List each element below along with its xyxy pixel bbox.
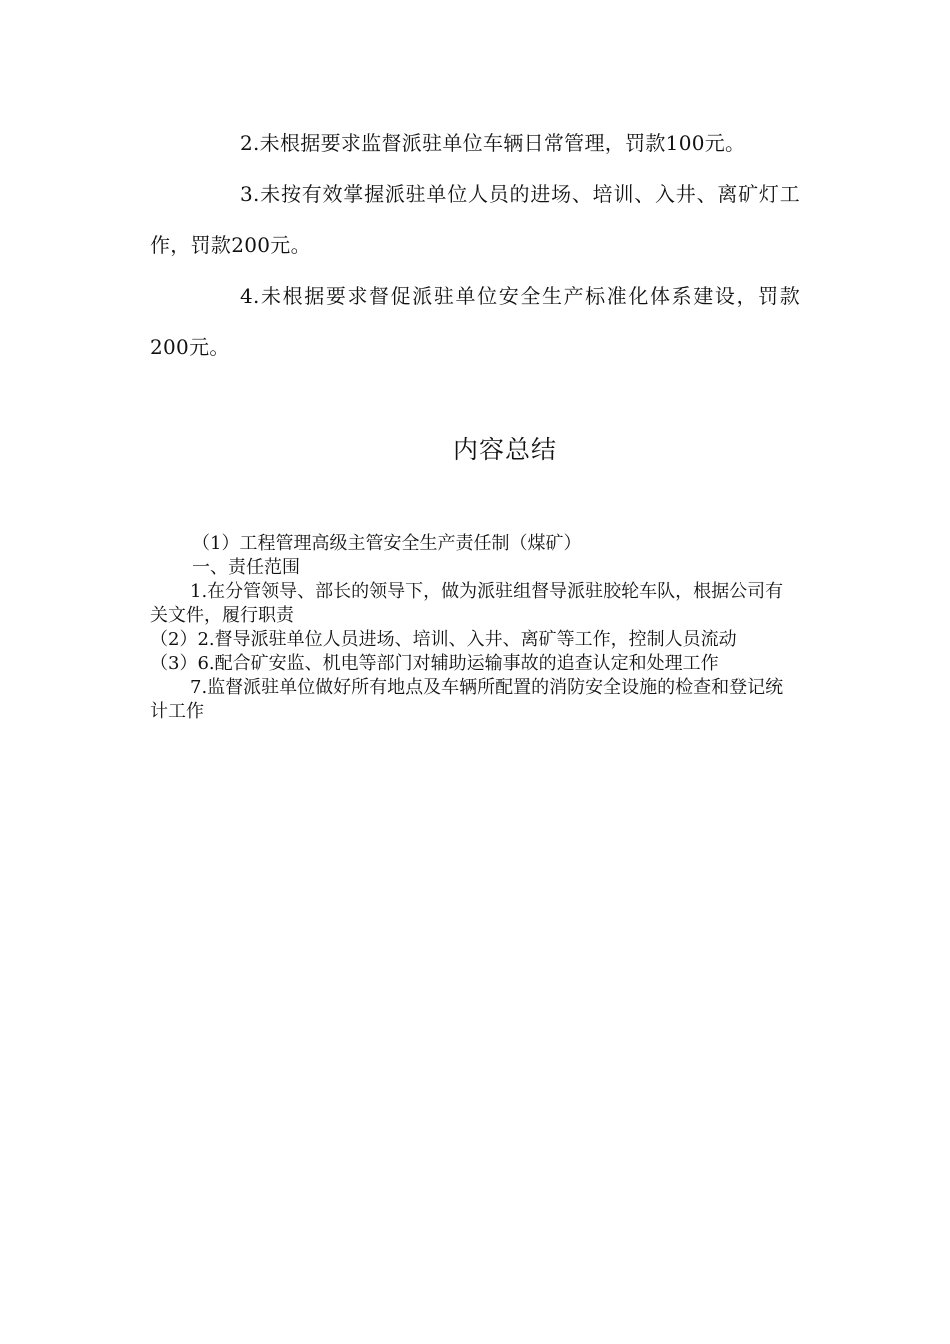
penalty-list: [150, 118, 800, 373]
summary-line: （1）工程管理高级主管安全生产责任制（煤矿）: [192, 533, 582, 554]
summary-heading: 内容总结: [452, 435, 557, 464]
summary-line: 1.在分管领导、部长的领导下，做为派驻组督导派驻胶轮车队，根据公司有关文件，履行职责: [150, 581, 784, 626]
summary-line: 7.监督派驻单位做好所有地点及车辆所配置的消防安全设施的检查和登记统计工作: [150, 677, 784, 722]
penalty-item: 4.未根据要求督促派驻单位安全生产标准化体系建设，罚款200元。: [150, 284, 800, 359]
summary-line: （3）6.配合矿安监、机电等部门对辅助运输事故的追查认定和处理工作: [150, 653, 719, 674]
summary-body: [150, 532, 800, 724]
penalty-item: 2.未根据要求监督派驻单位车辆日常管理，罚款100元。: [240, 131, 746, 155]
penalty-item: 3.未按有效掌握派驻单位人员的进场、培训、入井、离矿灯工作，罚款200元。: [150, 182, 800, 257]
summary-line: 一、责任范围: [192, 557, 300, 578]
summary-line: （2）2.督导派驻单位人员进场、培训、入井、离矿等工作，控制人员流动: [150, 629, 737, 650]
